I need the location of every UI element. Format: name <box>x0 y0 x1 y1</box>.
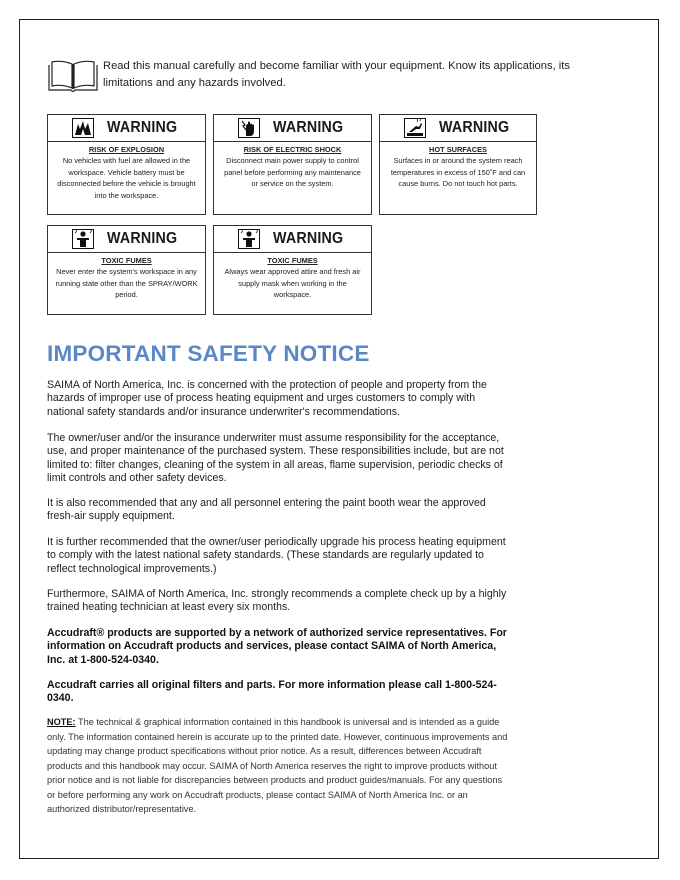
disclaimer-note <box>47 715 509 817</box>
intro-section <box>47 58 617 98</box>
warning-box-toxic-fumes <box>47 225 206 315</box>
warning-body: Disconnect main power supply to control panel before performing any maintenance or service on the system. <box>224 156 361 188</box>
hot-surface-icon <box>404 118 426 138</box>
warning-title: WARNING <box>438 119 510 136</box>
toxic-fumes-icon <box>72 229 94 249</box>
warning-box-explosion <box>47 114 206 215</box>
notice-paragraph: The owner/user and/or the insurance underwriter must assume responsibility for the acceptance, use, and proper maintenance of the purchased system. These responsibilities include, but are not limited to: filter changes, cleaning of the system in all areas, flame supervision, periodic checks of limit controls and other safety devices. <box>47 432 504 484</box>
intro-text: Read this manual carefully and become familiar with your equipment. Know its applications, its limitations and any hazards involved. <box>103 60 570 89</box>
warning-body: Surfaces in or around the system reach temperatures in excess of 150˚F and can cause burns. Do not touch hot parts. <box>390 156 526 188</box>
warning-box-toxic-fumes-attire <box>213 225 372 315</box>
toxic-fumes-icon <box>238 229 260 249</box>
warning-subtitle: RISK OF ELECTRIC SHOCK <box>243 145 342 154</box>
warning-title: WARNING <box>107 230 178 247</box>
notice-paragraph: Furthermore, SAIMA of North America, Inc. strongly recommends a complete check up by a highly trained heating technician at least every six months. <box>47 588 507 614</box>
open-book-icon <box>47 59 99 93</box>
explosion-icon <box>72 118 94 138</box>
parts-paragraph: Accudraft carries all original filters and parts. For more information please call 1-800-524-0340. <box>47 679 497 705</box>
warning-subtitle: RISK OF EXPLOSION <box>88 145 165 154</box>
warning-box-hot-surfaces <box>379 114 537 215</box>
warning-header <box>48 226 205 253</box>
warning-title: WARNING <box>273 119 344 136</box>
warning-header <box>214 115 371 142</box>
notice-paragraph: It is further recommended that the owner/user periodically upgrade his process heating equipment to comply with the latest national safety standards. (These standards are regularly updated to reflect technological improvements.) <box>47 536 506 575</box>
warning-subtitle: TOXIC FUMES <box>101 256 152 265</box>
warning-title: WARNING <box>107 119 178 136</box>
warning-subtitle: HOT SURFACES <box>429 145 487 154</box>
note-text: The technical & graphical information contained in this handbook is universal and is intended as a guide only. The information contained herein is accurate up to the printed date. However, continuous improvements and updating may change product specifications without prior notice. As a result, differences between Accudraft products and this handbook may occur. SAIMA of North America reserves the right to improve products without prior notice and is not liable for discrepancies between products and product guides/manuals. For any questions or before performing any work on Accudraft products, please contact SAIMA of North America Inc. or an authorized distributor/representative. <box>47 717 508 814</box>
warning-header <box>48 115 205 142</box>
warning-title: WARNING <box>273 230 344 247</box>
support-paragraph: Accudraft® products are supported by a network of authorized service representatives. For information on Accudraft products and services, please contact SAIMA of North America, Inc. at 1-800-524-0340. <box>47 627 507 666</box>
notice-paragraph: SAIMA of North America, Inc. is concerned with the protection of people and property from the hazards of improper use of process heating equipment and urges customers to comply with national safety standards and/or insurance underwriter's recommendations. <box>47 379 487 418</box>
warning-body: Always wear approved attire and fresh air supply mask when working in the workspace. <box>224 267 361 299</box>
warning-body: Never enter the system's workspace in any running state other than the SPRAY/WORK period. <box>55 267 198 299</box>
warning-body: No vehicles with fuel are allowed in the workspace. Vehicle battery must be disconnected before the vehicle is brought into the workspace. <box>57 156 196 200</box>
warning-header <box>214 226 371 253</box>
safety-notice-heading: IMPORTANT SAFETY NOTICE <box>47 341 370 366</box>
warning-header <box>380 115 536 142</box>
warning-subtitle: TOXIC FUMES <box>267 256 318 265</box>
electric-shock-icon <box>238 118 260 138</box>
note-label: NOTE: <box>47 717 76 727</box>
warning-box-electric-shock <box>213 114 372 215</box>
notice-paragraph: It is also recommended that any and all personnel entering the paint booth wear the approved fresh-air supply equipment. <box>47 497 486 523</box>
